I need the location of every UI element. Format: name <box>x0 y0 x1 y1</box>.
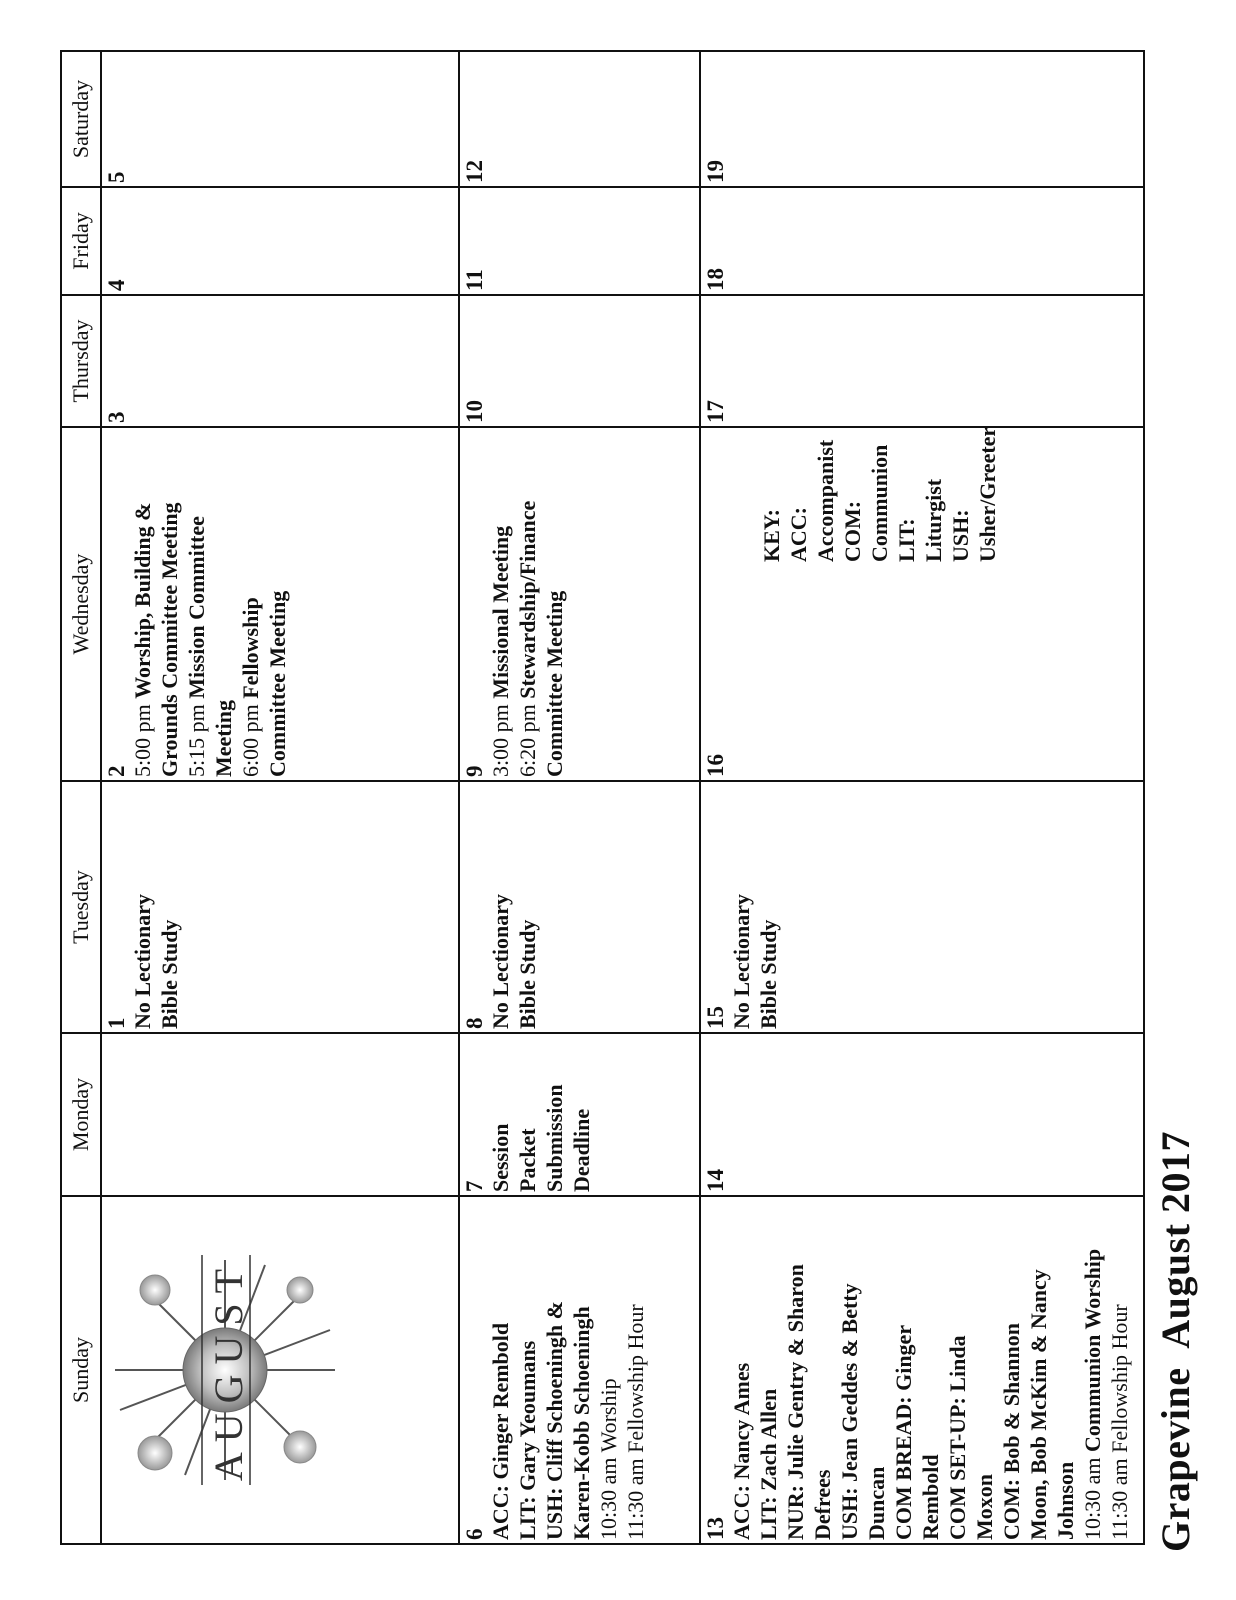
date-number: 16 <box>702 754 728 777</box>
date-number: 17 <box>702 400 728 423</box>
date-number: 14 <box>702 1169 728 1192</box>
schedule-line: 11:30 am Fellowship Hour <box>623 1304 649 1540</box>
event-text: Worship, Building & <box>130 502 155 699</box>
date-number: 8 <box>462 1017 488 1029</box>
date-number: 19 <box>702 160 728 183</box>
event-text: Missional Meeting <box>488 525 514 699</box>
volunteer-line: Defrees <box>809 1469 835 1540</box>
date-number: 18 <box>702 268 728 291</box>
key-line: USH: Usher/Greeter <box>947 426 1000 562</box>
day-cell-friday <box>700 187 1144 295</box>
event-time: 10:30 am <box>1079 1452 1105 1540</box>
day-cell-thursday <box>459 295 699 427</box>
event-line <box>541 431 568 777</box>
schedule-line: 11:30 am Fellowship Hour <box>1106 1304 1132 1540</box>
event-text: Bible Study <box>157 919 182 1029</box>
date-number: 15 <box>702 1006 728 1029</box>
day-cell-thursday <box>700 295 1144 427</box>
schedule-line: 10:30 am Worship <box>596 1378 622 1540</box>
event-text: Session <box>488 1123 514 1192</box>
event-text: Fellowship <box>238 597 263 699</box>
event-text: Grounds Committee Meeting <box>157 502 182 777</box>
day-cell-monday <box>101 1033 459 1196</box>
volunteer-line: Rembold <box>917 1454 943 1540</box>
event-text: Packet <box>515 1128 541 1192</box>
volunteer-line: COM SET-UP: Linda <box>944 1335 970 1540</box>
event-line <box>210 431 237 777</box>
day-cell-tuesday <box>459 781 699 1033</box>
event-time: 6:00 pm <box>238 698 263 777</box>
volunteer-line: USH: Cliff Schoeningh & <box>542 1301 568 1540</box>
day-header-row <box>61 51 101 1544</box>
event-text: Mission Committee <box>184 516 209 699</box>
day-cell-monday <box>700 1033 1144 1196</box>
day-cell-monday <box>459 1033 699 1196</box>
day-cell-wednesday <box>459 427 699 781</box>
header-thursday: Thursday <box>61 295 101 427</box>
page-title: Grapevine August 2017 <box>1153 1130 1198 1552</box>
date-number: 6 <box>462 1528 488 1540</box>
schedule-line <box>1079 1200 1106 1540</box>
date-number: 3 <box>104 411 129 423</box>
event-time: 5:15 pm <box>184 698 209 777</box>
day-cell-friday <box>101 187 459 295</box>
header-sunday: Sunday <box>61 1196 101 1544</box>
volunteer-line: Moxon <box>971 1474 997 1540</box>
week-row <box>459 51 699 1544</box>
event-text: Stewardship/Finance <box>515 500 541 699</box>
event-line <box>129 431 156 777</box>
key-line: LIT: Liturgist <box>893 478 946 562</box>
volunteer-line: COM: Bob & Shannon <box>998 1322 1024 1540</box>
date-number: 7 <box>462 1180 488 1192</box>
volunteer-line: Moon, Bob McKim & Nancy <box>1025 1269 1051 1540</box>
event-line <box>487 431 514 777</box>
legend-key <box>758 426 1001 562</box>
volunteer-line: Duncan <box>863 1466 889 1540</box>
event-line <box>264 431 291 777</box>
key-line: KEY: <box>758 509 784 562</box>
volunteer-line: COM BREAD: Ginger <box>890 1324 916 1540</box>
week-row <box>700 51 1144 1544</box>
volunteer-line: LIT: Gary Yeoumans <box>515 1340 541 1540</box>
day-cell-sunday <box>101 1196 459 1544</box>
logo-text: AUGUST <box>206 1258 251 1482</box>
key-line: COM: Communion <box>839 444 892 562</box>
event-text: No Lectionary <box>130 893 155 1029</box>
event-text: No Lectionary <box>488 893 514 1029</box>
volunteer-line: USH: Jean Geddes & Betty <box>836 1283 862 1540</box>
event-text: Bible Study <box>755 919 781 1029</box>
day-cell-thursday <box>101 295 459 427</box>
event-text: Deadline <box>569 1108 595 1192</box>
date-number: 5 <box>104 171 129 183</box>
day-cell-wednesday <box>700 427 1144 781</box>
header-wednesday: Wednesday <box>61 427 101 781</box>
week-row <box>101 51 459 1544</box>
volunteer-line: Karen-Kobb Schoeningh <box>569 1306 595 1540</box>
header-tuesday: Tuesday <box>61 781 101 1033</box>
day-cell-saturday <box>459 51 699 187</box>
day-cell-sunday <box>700 1196 1144 1544</box>
volunteer-line: ACC: Nancy Ames <box>728 1362 754 1540</box>
day-cell-wednesday <box>101 427 459 781</box>
event-text: Communion Worship <box>1079 1248 1105 1452</box>
date-number: 13 <box>702 1517 728 1540</box>
event-time: 6:20 pm <box>515 698 541 777</box>
august-sunburst-logo <box>110 1245 340 1495</box>
event-time: 3:00 pm <box>488 698 514 777</box>
header-monday: Monday <box>61 1033 101 1196</box>
day-cell-saturday <box>700 51 1144 187</box>
event-text: Meeting <box>211 700 236 777</box>
event-line <box>237 431 264 777</box>
day-cell-tuesday <box>700 781 1144 1033</box>
volunteer-line: ACC: Ginger Rembold <box>488 1322 514 1540</box>
day-cell-friday <box>459 187 699 295</box>
event-text: No Lectionary <box>728 893 754 1029</box>
event-text: Committee Meeting <box>265 590 290 777</box>
date-number: 10 <box>462 400 488 423</box>
date-number: 2 <box>104 765 129 777</box>
event-line <box>156 431 183 777</box>
key-line: ACC: Accompanist <box>785 439 838 562</box>
header-saturday: Saturday <box>61 51 101 187</box>
day-cell-sunday <box>459 1196 699 1544</box>
volunteer-line: LIT: Zach Allen <box>755 1388 781 1540</box>
event-text: Bible Study <box>515 919 541 1029</box>
calendar <box>60 52 1145 1545</box>
event-text: Submission <box>542 1084 568 1192</box>
header-friday: Friday <box>61 187 101 295</box>
event-line <box>183 431 210 777</box>
date-number: 11 <box>462 269 488 291</box>
volunteer-line: Johnson <box>1052 1461 1078 1540</box>
day-cell-tuesday <box>101 781 459 1033</box>
date-number: 12 <box>462 160 488 183</box>
event-line <box>514 431 541 777</box>
volunteer-line: NUR: Julie Gentry & Sharon <box>782 1264 808 1540</box>
event-text: Committee Meeting <box>542 590 568 777</box>
date-number: 1 <box>104 1017 129 1029</box>
date-number: 4 <box>104 279 129 291</box>
date-number: 9 <box>462 765 488 777</box>
day-cell-saturday <box>101 51 459 187</box>
event-time: 5:00 pm <box>130 698 155 777</box>
